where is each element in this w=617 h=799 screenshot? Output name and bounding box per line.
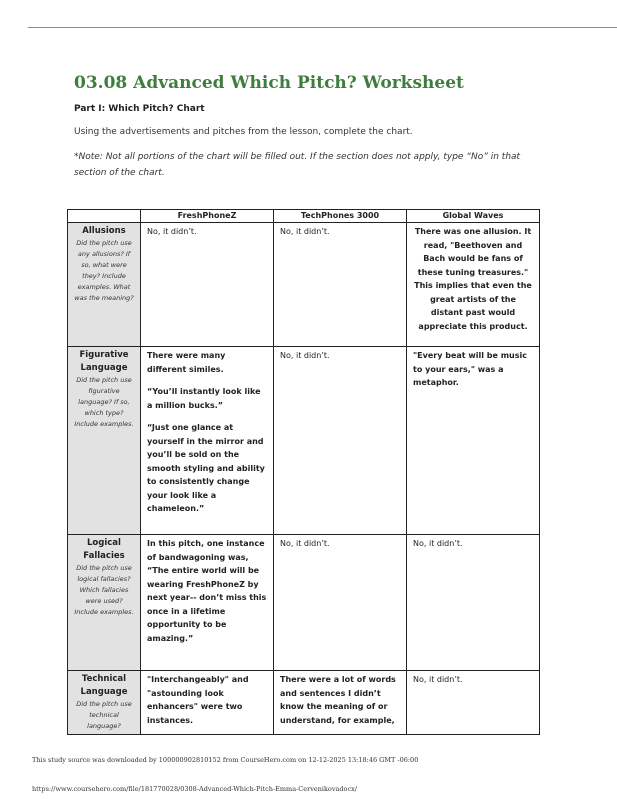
cell-logical-techphones [274, 535, 407, 671]
row-title: Technical Language [80, 674, 128, 697]
table-row-technical-language [68, 671, 540, 735]
cell-allusions-freshphonez [141, 223, 274, 347]
row-description: Did the pitch use any allusions? If so, what were they? Include examples. What was the meaning? [74, 239, 134, 302]
table-row-allusions [68, 223, 540, 347]
cell-text: No, it didn’t. [280, 227, 330, 236]
download-source-note: This study source was downloaded by 100000902810152 from CourseHero.com on 12-12-2025 13:18:46 GMT -06:00 [32, 756, 419, 764]
cell-text: No, it didn’t. [280, 351, 330, 360]
row-title: Figurative Language [79, 350, 129, 373]
cell-figurative-techphones [274, 347, 407, 535]
row-header-logical-fallacies [68, 535, 141, 671]
header-techphones: TechPhones 3000 [274, 210, 407, 223]
top-divider [28, 27, 617, 28]
header-empty [68, 210, 141, 223]
cell-text: No, it didn’t. [413, 675, 463, 684]
row-header-allusions [68, 223, 141, 347]
cell-text: No, it didn’t. [147, 227, 197, 236]
row-description: Did the pitch use technical language? [76, 700, 132, 730]
table-header-row [68, 210, 540, 223]
cell-text: No, it didn’t. [413, 539, 463, 548]
part-heading: Part I: Which Pitch? Chart [74, 104, 205, 114]
table-row-figurative-language [68, 347, 540, 535]
row-description: Did the pitch use logical fallacies? Which fallacies were used? Include examples. [74, 564, 134, 616]
row-header-technical-language [68, 671, 141, 735]
table-row-logical-fallacies [68, 535, 540, 671]
cell-paragraph: There were many different similes. [147, 351, 226, 374]
header-freshphonez: FreshPhoneZ [141, 210, 274, 223]
document-title: 03.08 Advanced Which Pitch? Worksheet [74, 73, 464, 93]
cell-paragraph: “You’ll instantly look like a million bucks.” [147, 387, 261, 410]
cell-allusions-techphones [274, 223, 407, 347]
cell-technical-freshphonez: "Interchangeably" and "astounding look enhancers" were two instances. [141, 671, 274, 735]
cell-figurative-globalwaves: "Every beat will be music to your ears," was a metaphor. [407, 347, 540, 535]
source-url: https://www.coursehero.com/file/181770028/0308-Advanced-Which-Pitch-Emma-Cervenikovadocx/ [32, 785, 357, 793]
row-title: Allusions [82, 226, 126, 236]
row-header-figurative-language [68, 347, 141, 535]
cell-text: No, it didn’t. [280, 539, 330, 548]
cell-logical-globalwaves [407, 535, 540, 671]
note-text: *Note: Not all portions of the chart will be filled out. If the section does not apply, type “No” in that section of the chart. [74, 152, 521, 178]
intro-text: Using the advertisements and pitches from the lesson, complete the chart. [74, 127, 413, 137]
row-description: Did the pitch use figurative language? If so, which type? Include examples. [74, 376, 134, 428]
cell-technical-globalwaves [407, 671, 540, 735]
cell-paragraph: “Just one glance at yourself in the mirror and you’ll be sold on the smooth styling and ability to consistently change your look like a chameleon.” [147, 423, 265, 513]
cell-logical-freshphonez: In this pitch, one instance of bandwagoning was, “The entire world will be wearing FreshPhoneZ by next year-- don’t miss this once in a lifetime opportunity to be amazing.” [141, 535, 274, 671]
header-globalwaves: Global Waves [407, 210, 540, 223]
row-title: Logical Fallacies [83, 538, 125, 561]
cell-figurative-freshphonez [141, 347, 274, 535]
which-pitch-chart [67, 209, 540, 735]
cell-allusions-globalwaves: There was one allusion. It read, "Beethoven and Bach would be fans of these tuning treasures." This implies that even the great artists of the distant past would appreciate this product. [407, 223, 540, 347]
cell-technical-techphones: There were a lot of words and sentences I didn’t know the meaning of or understand, for example, [274, 671, 407, 735]
